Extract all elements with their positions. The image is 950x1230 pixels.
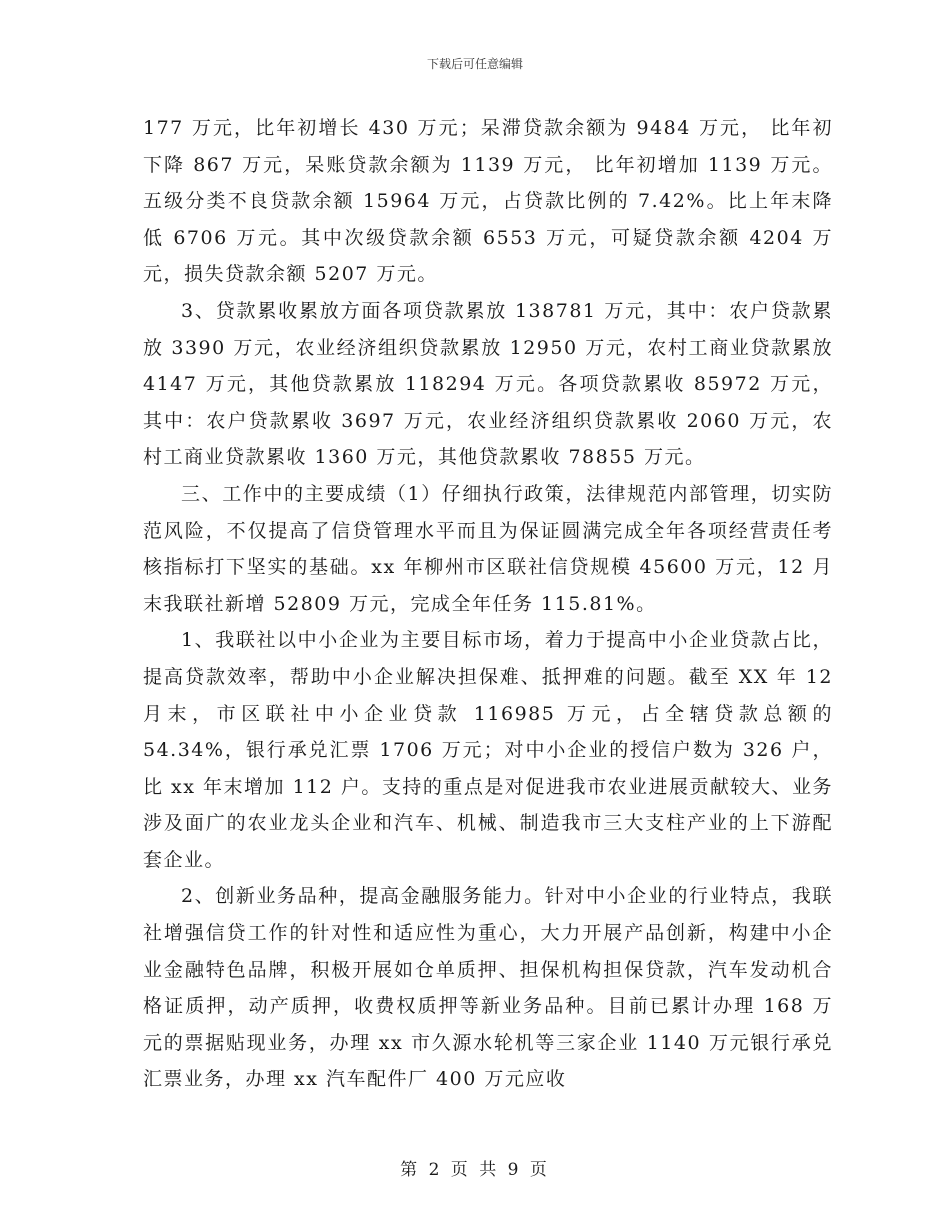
page-number: 第 2 页 共 9 页 bbox=[400, 1160, 550, 1180]
paragraph-business-innovation: 2、创新业务品种，提高金融服务能力。针对中小企业的行业特点，我联社增强信贷工作的针对性和适应性为重心，大力开展产品创新，构建中小企业金融特色品牌，积极开展如仓单质押、担保机构担保贷款，汽车发动机合格证质押，动产质押，收费权质押等新业务品种。目前已累计办理 168 万元的票据贴现业务，办理 xx 市久源水轮机等三家企业 1140 万元银行承兑汇票业务，办理 xx 汽车配件厂 400 万元应收 bbox=[143, 885, 833, 1091]
header-note: 下载后可任意编辑 bbox=[426, 57, 523, 71]
paragraph-loan-disbursement: 3、贷款累收累放方面各项贷款累放 138781 万元，其中：农户贷款累放 3390 万元，农业经济组织贷款累放 12950 万元，农村工商业贷款累放 4147 万元，其他贷款累放 118294 万元。各项贷款累收 85972 万元， 其中：农户贷款累收 3697 万元，农业经济组织贷款累收 2060 万元，农村工商业贷款累收 1360 万元，其他贷款累收 78855 万元。 bbox=[143, 299, 833, 469]
paragraph-main-achievements: 三、工作中的主要成绩（1）仔细执行政策，法律规范内部管理，切实防范风险，不仅提高了信贷管理水平而且为保证圆满完成全年各项经营责任考核指标打下坚实的基础。xx 年柳州市区联社信贷规模 45600 万元，12 月末我联社新增 52809 万元，完成全年任务 115.81%。 bbox=[143, 482, 833, 615]
paragraph-loan-balance: 177 万元，比年初增长 430 万元；呆滞贷款余额为 9484 万元， 比年初下降 867 万元，呆账贷款余额为 1139 万元， 比年初增加 1139 万元。五级分类不良贷款余额 15964 万元，占贷款比例的 7.42%。比上年末降低 6706 万元。其中次级贷款余额 6553 万元，可疑贷款余额 4204 万元，损失贷款余额 5207 万元。 bbox=[143, 117, 833, 286]
paragraph-sme-market: 1、我联社以中小企业为主要目标市场，着力于提高中小企业贷款占比，提高贷款效率，帮助中小企业解决担保难、抵押难的问题。截至 XX 年 12 月末，市区联社中小企业贷款 116985 万元，占全辖贷款总额的 54.34%，银行承兑汇票 1706 万元；对中小企业的授信户数为 326 户，比 xx 年末增加 112 户。支持的重点是对促进我市农业进展贡献较大、业务涉及面广的农业龙头企业和汽车、机械、制造我市三大支柱产业的上下游配套企业。 bbox=[143, 629, 833, 871]
document-body bbox=[143, 110, 833, 1098]
